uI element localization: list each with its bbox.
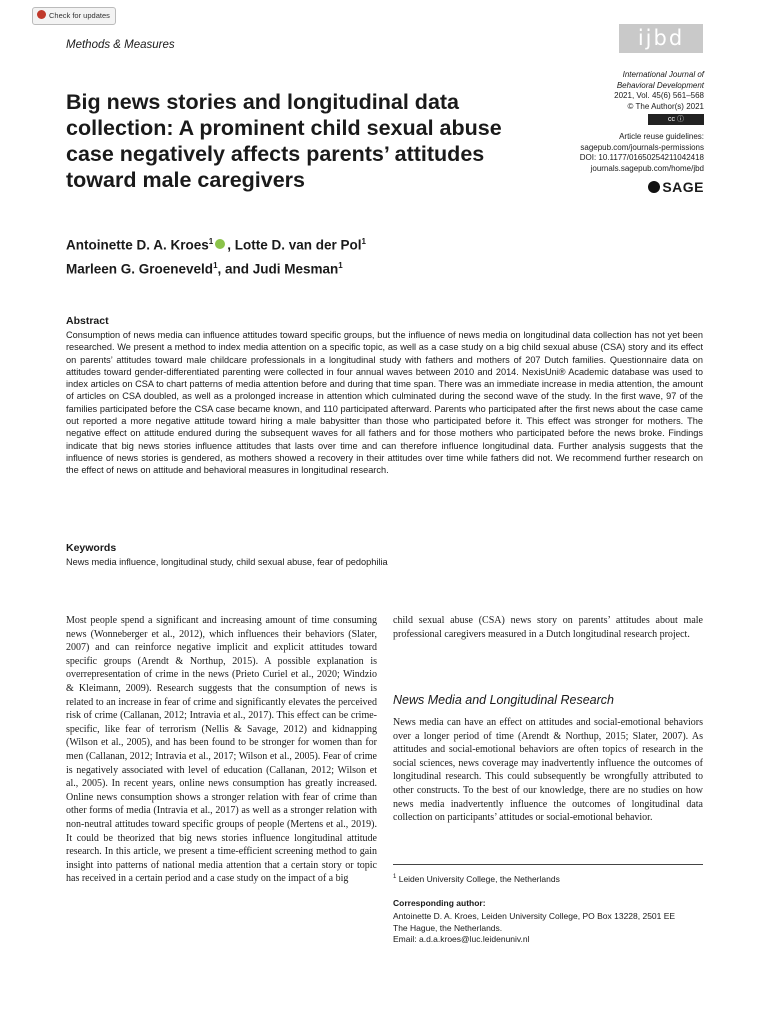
author-name[interactable]: Antoinette D. A. Kroes — [66, 237, 209, 253]
author-name[interactable]: Marleen G. Groeneveld — [66, 261, 214, 276]
journal-link[interactable]: journals.sagepub.com/home/jbd — [590, 163, 704, 173]
affiliation-mark: 1 — [213, 260, 218, 270]
author-list — [66, 232, 546, 279]
corr-address-line2: The Hague, the Netherlands. — [393, 922, 503, 933]
section-heading: News Media and Longitudinal Research — [393, 693, 614, 707]
corresponding-author-details — [393, 911, 708, 946]
journal-copyright: © The Author(s) 2021 — [627, 101, 704, 111]
body-column-left: Most people spend a significant and increasing amount of time consuming news (Wonneberger et al., 2012), which influences their behaviors (Slater, 2007) and can reinforce negative implicit and explicit attitudes toward specific groups (Arendt & Northup, 2015). A possible explanation is overrepresentation of crime in the news (Prieto Curiel et al., 2020; Windzio & Kleimann, 2009). Research suggests that the consumption of news is related to an increase in fear of crime and significantly elevates the perceived risk of crime (Callanan, 2012; Intravia et al., 2017). This effect can be crime-specific, like fear of terrorism (Nellis & Savage, 2012) and kidnapping (Wilson et al., 2005), and has been found to be stronger for women than for men (Callanan, 2012; Intravia et al., 2017; Wilson et al., 2005). Fear of crime is negatively associated with level of education (Callanan, 2012; Wilson et al., 2005). In recent years, online news consumption has greatly increased. Online news consumption shows a stronger relation with fear of crime than other forms of media (Intravia et al., 2017) as well as a stronger relation with non-neutral attitudes toward specific groups of people (Mertens et al., 2019). It could be theorized that big news stories influence longitudinal attitude research. In this article, we present a time-efficient screening method to gain insight into patterns of national media attention that a certain story or topic has received in a certain period and a case study on the impact of a big — [66, 615, 377, 885]
keywords-heading: Keywords — [66, 542, 117, 554]
journal-logo: ijbd — [619, 24, 703, 53]
corresponding-author-heading: Corresponding author: — [393, 898, 486, 908]
cc-license-icon: cc ⓘ — [648, 114, 704, 125]
journal-name-line1: International Journal of — [622, 70, 704, 79]
affiliation-mark: 1 — [361, 237, 366, 246]
author-name[interactable]: , and Judi Mesman — [217, 261, 339, 276]
reuse-label: Article reuse guidelines: — [619, 132, 704, 141]
author-name[interactable]: , Lotte D. van der Pol — [227, 237, 362, 253]
keywords-text: News media influence, longitudinal study, child sexual abuse, fear of pedophilia — [66, 557, 388, 567]
check-for-updates-badge[interactable] — [32, 7, 116, 25]
affiliation-text: Leiden University College, the Netherlands — [398, 874, 560, 884]
journal-volume: 2021, Vol. 45(6) 561–568 — [614, 91, 704, 100]
orcid-icon[interactable] — [215, 239, 225, 249]
doi[interactable]: DOI: 10.1177/01650254211042418 — [579, 153, 704, 162]
abstract-text: Consumption of news media can influence attitudes toward specific groups, but the influence of news media on longitudinal data collection has not yet been researched. We present a method to index media attention on a specific topic, as well as a case study on a big child sexual abuse (CSA) story and its effect on parents’ attitudes toward male childcare professionals in a longitudinal study with fathers and mothers of 207 Dutch families. Questionnaire data on attitudes toward gender-differentiated parenting were collected in four annual waves between 2010 and 2014. NexisUni® Academic database was used to index articles on CSA to chart patterns of media attention before and during that time span. There was an immediate increase in media attention, the amount of articles on CSA doubled, as well as a prolonged increase in attention which culminated during the second wave of the study. In the first wave, 97 of the families participated before the CSA case became known, and 110 participated afterward. Parents who participated after the first news about the case came out reported a more negative attitude toward hiring a male babysitter than those who participated before it. This effect was stronger for mothers. The negative effect on attitude endured during the subsequent waves for all fathers and for those mothers who participated before the news broke. Findings indicate that big news stories influence attitudes that lasts over time and can therefore influence longitudinal data. Further analysis suggests that the influence of news stories is gendered, as mothers showed a recovery in their attitudes over time while fathers did not. We recommend further research on the effect of news on attitude and behavioral measures in longitudinal research. — [66, 330, 703, 476]
reuse-link[interactable]: sagepub.com/journals-permissions — [580, 142, 704, 152]
body-column-right-section: News media can have an effect on attitudes and social-emotional behaviors over a longer period of time (Arendt & Northup, 2015; Slater, 2007). As attitudes and social-emotional behaviors are often topics of research in the social sciences, news coverage may inadvertently influence the outcomes of longitudinal research. This could subsequently be wrongfully attributed to other constructs. To the best of our knowledge, there are no studies on how news media inadvertently influence the outcomes of longitudinal data collection on participants’ attitudes or social-emotional behavior. — [393, 717, 703, 824]
abstract-heading: Abstract — [66, 315, 109, 327]
footnote-divider — [393, 864, 703, 865]
footnote-affiliation — [393, 874, 703, 884]
body-column-right-intro: child sexual abuse (CSA) news story on parents’ attitudes about male professional caregivers measured in a Dutch longitudinal research project. — [393, 615, 703, 640]
corr-address-line1: Antoinette D. A. Kroes, Leiden University College, PO Box 13228, 2501 EE — [393, 911, 676, 921]
update-icon — [37, 10, 46, 19]
article-title: Big news stories and longitudinal data collection: A prominent child sexual abuse case negatively affects parents’ attitudes toward male caregivers — [66, 90, 502, 192]
corr-email[interactable]: Email: a.d.a.kroes@luc.leidenuniv.nl — [393, 934, 530, 944]
section-tag: Methods & Measures — [66, 39, 175, 51]
sage-icon — [648, 181, 660, 193]
journal-info — [554, 70, 704, 127]
badge-label: Check for updates — [49, 11, 110, 20]
footnote-mark: 1 — [393, 874, 397, 881]
affiliation-mark: 1 — [338, 260, 343, 270]
publisher-logo — [648, 179, 704, 195]
journal-name-line2: Behavioral Development — [616, 80, 704, 90]
affiliation-mark: 1 — [208, 237, 214, 246]
publisher-name: SAGE — [662, 179, 704, 195]
